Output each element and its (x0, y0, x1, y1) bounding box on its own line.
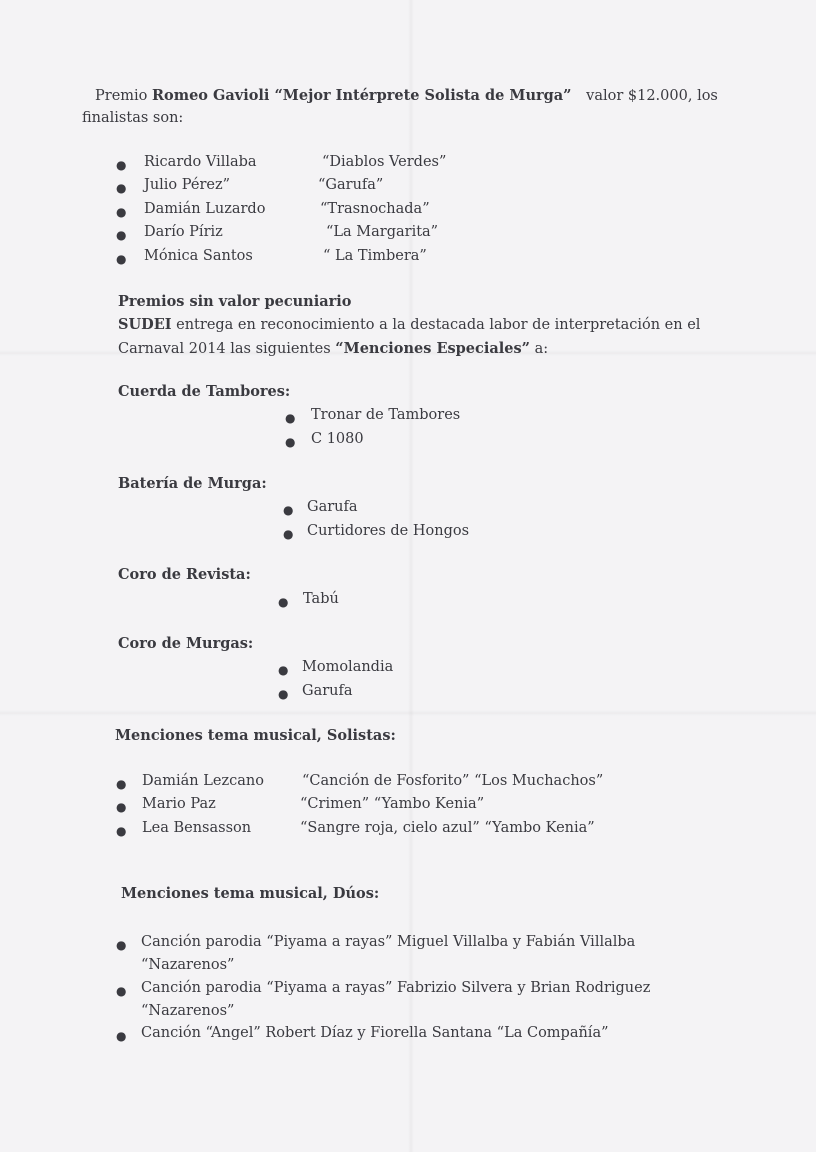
finalist-name: Mónica Santos (144, 248, 253, 264)
duo-line: Canción parodia “Piyama a rayas” Fabrizio Silvera y Brian Rodriguez (141, 980, 651, 996)
soloists-title: Menciones tema musical, Solistas: (115, 727, 396, 744)
soloist-name: Damián Lezcano (142, 773, 264, 789)
list-item: Garufa (302, 683, 353, 699)
category-title: Coro de Murgas: (118, 635, 254, 652)
duo-group: “Nazarenos” (141, 1003, 235, 1019)
bullet-icon: ● (285, 411, 296, 425)
bullet-icon: ● (116, 777, 127, 791)
bullet-icon: ● (116, 205, 127, 219)
list-item: Garufa (307, 499, 358, 515)
duo-line: Canción parodia “Piyama a rayas” Miguel Villalba y Fabián Villalba (141, 934, 636, 950)
soloist-songs: “Canción de Fosforito” “Los Muchachos” (302, 773, 604, 789)
bullet-icon: ● (278, 687, 289, 701)
prize-value: valor $12.000, los (586, 88, 718, 104)
bullet-icon: ● (116, 800, 127, 814)
soloist-songs: “Crimen” “Yambo Kenia” (300, 796, 485, 812)
prize-intro (95, 87, 718, 104)
no-cash-line1 (118, 316, 700, 333)
finalist-name: Julio Pérez” (144, 177, 231, 193)
org-name: SUDEI (118, 316, 172, 333)
finalist-group: “ La Timbera” (323, 248, 427, 264)
prize-intro-line2: finalistas son: (82, 110, 184, 126)
finalist-group: “Garufa” (318, 177, 384, 193)
list-item: Tabú (303, 591, 339, 607)
bullet-icon: ● (278, 595, 289, 609)
finalist-name: Damián Luzardo (144, 201, 266, 217)
bullet-icon: ● (278, 663, 289, 677)
soloist-name: Mario Paz (142, 796, 216, 812)
bullet-icon: ● (116, 824, 127, 838)
special-mentions: “Menciones Especiales” (335, 340, 530, 357)
duo-line: Canción “Angel” Robert Díaz y Fiorella Santana “La Compañía” (141, 1025, 609, 1041)
no-cash-text1: entrega en reconocimiento a la destacada labor de interpretación en el (176, 317, 701, 333)
list-item: C 1080 (311, 431, 364, 447)
soloist-name: Lea Bensasson (142, 820, 252, 836)
list-item: Tronar de Tambores (311, 407, 461, 423)
finalist-name: Darío Píriz (144, 224, 223, 240)
bullet-icon: ● (116, 938, 127, 952)
finalist-group: “Diablos Verdes” (322, 154, 447, 170)
bullet-icon: ● (283, 503, 294, 517)
list-item: Momolandia (302, 659, 394, 675)
prize-name: Romeo Gavioli “Mejor Intérprete Solista de Murga” (152, 87, 572, 104)
finalist-group: “La Margarita” (326, 224, 439, 240)
category-title: Batería de Murga: (118, 475, 267, 492)
category-title: Coro de Revista: (118, 566, 251, 583)
bullet-icon: ● (285, 435, 296, 449)
prize-prefix: Premio (95, 88, 148, 104)
category-title: Cuerda de Tambores: (118, 383, 291, 400)
soloist-songs: “Sangre roja, cielo azul” “Yambo Kenia” (300, 820, 595, 836)
list-item: Curtidores de Hongos (307, 523, 470, 539)
no-cash-text3: a: (534, 341, 549, 357)
bullet-icon: ● (116, 158, 127, 172)
no-cash-heading: Premios sin valor pecuniario (118, 293, 352, 310)
finalist-group: “Trasnochada” (320, 201, 430, 217)
bullet-icon: ● (116, 228, 127, 242)
no-cash-line2 (118, 340, 548, 357)
bullet-icon: ● (116, 181, 127, 195)
duos-title: Menciones tema musical, Dúos: (121, 885, 380, 902)
duo-group: “Nazarenos” (141, 957, 235, 973)
bullet-icon: ● (283, 527, 294, 541)
bullet-icon: ● (116, 1029, 127, 1043)
no-cash-text2: Carnaval 2014 las siguientes (118, 341, 331, 357)
finalist-name: Ricardo Villaba (144, 154, 257, 170)
bullet-icon: ● (116, 252, 127, 266)
bullet-icon: ● (116, 984, 127, 998)
